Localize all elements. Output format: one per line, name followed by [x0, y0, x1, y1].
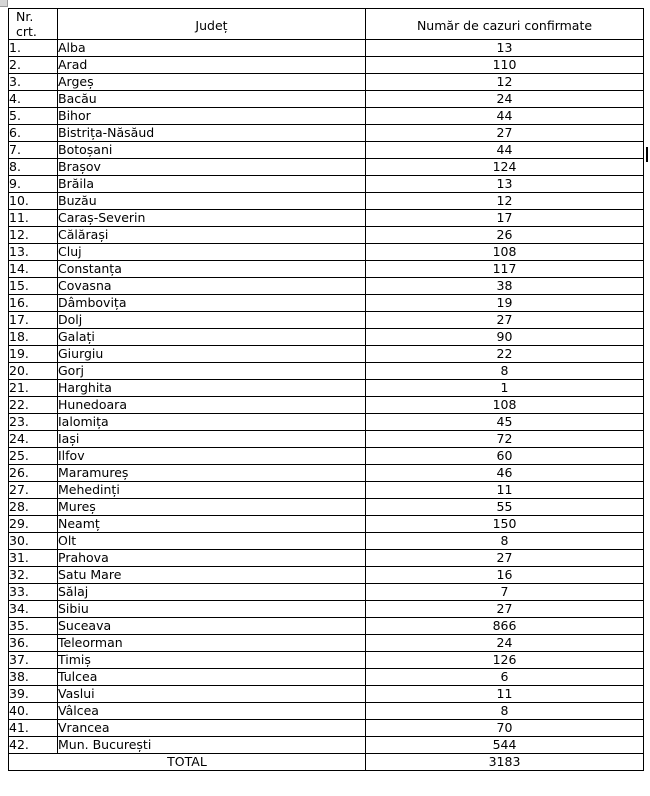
cell-judet: Brașov	[58, 159, 366, 176]
cell-numar-cazuri: 8	[366, 363, 644, 380]
total-label: TOTAL	[9, 754, 366, 771]
cell-nr-crt: 42.	[9, 737, 58, 754]
cell-nr-crt: 2.	[9, 57, 58, 74]
cell-judet: Gorj	[58, 363, 366, 380]
confirmed-cases-table	[8, 8, 644, 771]
cell-nr-crt: 11.	[9, 210, 58, 227]
table-row	[9, 635, 644, 652]
cell-judet: Caraș-Severin	[58, 210, 366, 227]
cell-judet: Dolj	[58, 312, 366, 329]
table-row	[9, 686, 644, 703]
cell-numar-cazuri: 27	[366, 550, 644, 567]
cell-judet: Covasna	[58, 278, 366, 295]
cell-numar-cazuri: 108	[366, 397, 644, 414]
cell-nr-crt: 8.	[9, 159, 58, 176]
table-row	[9, 176, 644, 193]
cell-numar-cazuri: 1	[366, 380, 644, 397]
cell-numar-cazuri: 72	[366, 431, 644, 448]
cell-nr-crt: 15.	[9, 278, 58, 295]
cell-judet: Arad	[58, 57, 366, 74]
cell-numar-cazuri: 24	[366, 91, 644, 108]
cell-numar-cazuri: 544	[366, 737, 644, 754]
table-row	[9, 312, 644, 329]
cell-numar-cazuri: 11	[366, 482, 644, 499]
page-edge-tick-marker	[646, 147, 648, 162]
cell-judet: Botoșani	[58, 142, 366, 159]
cell-nr-crt: 40.	[9, 703, 58, 720]
table-row	[9, 278, 644, 295]
table-row	[9, 380, 644, 397]
table-row	[9, 669, 644, 686]
cell-numar-cazuri: 6	[366, 669, 644, 686]
cell-nr-crt: 20.	[9, 363, 58, 380]
table-row	[9, 737, 644, 754]
table-row	[9, 295, 644, 312]
cell-judet: Satu Mare	[58, 567, 366, 584]
table-row	[9, 465, 644, 482]
cell-nr-crt: 16.	[9, 295, 58, 312]
table-row	[9, 142, 644, 159]
table-body	[9, 40, 644, 754]
cell-nr-crt: 38.	[9, 669, 58, 686]
cell-judet: Călărași	[58, 227, 366, 244]
cell-nr-crt: 29.	[9, 516, 58, 533]
table-row	[9, 91, 644, 108]
cell-judet: Vaslui	[58, 686, 366, 703]
cell-numar-cazuri: 38	[366, 278, 644, 295]
cell-judet: Neamț	[58, 516, 366, 533]
cell-judet: Buzău	[58, 193, 366, 210]
cell-nr-crt: 36.	[9, 635, 58, 652]
cell-numar-cazuri: 45	[366, 414, 644, 431]
cell-numar-cazuri: 866	[366, 618, 644, 635]
total-value: 3183	[366, 754, 644, 771]
cell-numar-cazuri: 24	[366, 635, 644, 652]
cell-nr-crt: 35.	[9, 618, 58, 635]
cell-judet: Sălaj	[58, 584, 366, 601]
table-row	[9, 703, 644, 720]
cell-judet: Suceava	[58, 618, 366, 635]
cell-judet: Vâlcea	[58, 703, 366, 720]
cell-judet: Bacău	[58, 91, 366, 108]
cell-judet: Mehedinți	[58, 482, 366, 499]
table-row	[9, 363, 644, 380]
cell-nr-crt: 10.	[9, 193, 58, 210]
table-row	[9, 431, 644, 448]
cell-nr-crt: 3.	[9, 74, 58, 91]
table-row	[9, 329, 644, 346]
cell-judet: Mun. București	[58, 737, 366, 754]
table-row	[9, 720, 644, 737]
cell-nr-crt: 7.	[9, 142, 58, 159]
cell-numar-cazuri: 46	[366, 465, 644, 482]
table-row	[9, 227, 644, 244]
table-row	[9, 397, 644, 414]
cell-nr-crt: 41.	[9, 720, 58, 737]
column-header-nr-line1: Nr.	[16, 9, 34, 24]
cell-judet: Dâmbovița	[58, 295, 366, 312]
table-row	[9, 618, 644, 635]
total-row	[9, 754, 644, 771]
cell-nr-crt: 12.	[9, 227, 58, 244]
cell-numar-cazuri: 17	[366, 210, 644, 227]
cell-numar-cazuri: 13	[366, 176, 644, 193]
cell-judet: Mureș	[58, 499, 366, 516]
cell-nr-crt: 32.	[9, 567, 58, 584]
cell-nr-crt: 13.	[9, 244, 58, 261]
cell-numar-cazuri: 150	[366, 516, 644, 533]
table-row	[9, 516, 644, 533]
cell-nr-crt: 31.	[9, 550, 58, 567]
cell-nr-crt: 30.	[9, 533, 58, 550]
cell-judet: Hunedoara	[58, 397, 366, 414]
cell-judet: Timiș	[58, 652, 366, 669]
table-row	[9, 346, 644, 363]
cell-nr-crt: 26.	[9, 465, 58, 482]
cases-table-container	[8, 8, 643, 771]
cell-numar-cazuri: 44	[366, 108, 644, 125]
table-footer	[9, 754, 644, 771]
cell-numar-cazuri: 90	[366, 329, 644, 346]
cell-nr-crt: 34.	[9, 601, 58, 618]
cell-judet: Bistrița-Năsăud	[58, 125, 366, 142]
cell-numar-cazuri: 13	[366, 40, 644, 57]
cell-numar-cazuri: 27	[366, 601, 644, 618]
cell-judet: Teleorman	[58, 635, 366, 652]
cell-nr-crt: 21.	[9, 380, 58, 397]
cell-nr-crt: 37.	[9, 652, 58, 669]
cell-numar-cazuri: 26	[366, 227, 644, 244]
cell-judet: Giurgiu	[58, 346, 366, 363]
cell-nr-crt: 27.	[9, 482, 58, 499]
cell-judet: Harghita	[58, 380, 366, 397]
cell-nr-crt: 23.	[9, 414, 58, 431]
column-header-nr-line2: crt.	[16, 24, 37, 39]
cell-numar-cazuri: 117	[366, 261, 644, 278]
column-header-numar-cazuri: Număr de cazuri confirmate	[366, 9, 644, 40]
cell-numar-cazuri: 12	[366, 74, 644, 91]
column-header-nr-crt	[9, 9, 58, 40]
cell-judet: Bihor	[58, 108, 366, 125]
cell-nr-crt: 39.	[9, 686, 58, 703]
table-row	[9, 499, 644, 516]
table-row	[9, 482, 644, 499]
cell-nr-crt: 4.	[9, 91, 58, 108]
table-row	[9, 584, 644, 601]
cell-judet: Cluj	[58, 244, 366, 261]
cell-judet: Prahova	[58, 550, 366, 567]
table-row	[9, 74, 644, 91]
table-row	[9, 567, 644, 584]
cell-nr-crt: 33.	[9, 584, 58, 601]
cell-nr-crt: 18.	[9, 329, 58, 346]
cell-numar-cazuri: 11	[366, 686, 644, 703]
cell-numar-cazuri: 108	[366, 244, 644, 261]
cell-nr-crt: 14.	[9, 261, 58, 278]
table-row	[9, 448, 644, 465]
cell-numar-cazuri: 8	[366, 533, 644, 550]
table-row	[9, 108, 644, 125]
cell-judet: Maramureș	[58, 465, 366, 482]
header-row	[9, 9, 644, 40]
table-row	[9, 40, 644, 57]
table-row	[9, 550, 644, 567]
cell-nr-crt: 28.	[9, 499, 58, 516]
cell-numar-cazuri: 126	[366, 652, 644, 669]
table-row	[9, 601, 644, 618]
table-row	[9, 193, 644, 210]
cell-numar-cazuri: 44	[366, 142, 644, 159]
cell-nr-crt: 19.	[9, 346, 58, 363]
table-row	[9, 57, 644, 74]
cell-judet: Olt	[58, 533, 366, 550]
table-row	[9, 533, 644, 550]
cell-nr-crt: 1.	[9, 40, 58, 57]
cell-numar-cazuri: 110	[366, 57, 644, 74]
cell-judet: Brăila	[58, 176, 366, 193]
cell-numar-cazuri: 27	[366, 312, 644, 329]
document-corner-artifact	[0, 0, 8, 7]
cell-nr-crt: 24.	[9, 431, 58, 448]
table-row	[9, 125, 644, 142]
cell-judet: Vrancea	[58, 720, 366, 737]
cell-nr-crt: 17.	[9, 312, 58, 329]
cell-nr-crt: 5.	[9, 108, 58, 125]
cell-numar-cazuri: 70	[366, 720, 644, 737]
table-header	[9, 9, 644, 40]
cell-nr-crt: 6.	[9, 125, 58, 142]
cell-judet: Galați	[58, 329, 366, 346]
cell-numar-cazuri: 55	[366, 499, 644, 516]
table-row	[9, 414, 644, 431]
table-row	[9, 261, 644, 278]
cell-judet: Constanța	[58, 261, 366, 278]
table-row	[9, 159, 644, 176]
cell-numar-cazuri: 124	[366, 159, 644, 176]
table-row	[9, 244, 644, 261]
cell-judet: Argeș	[58, 74, 366, 91]
table-row	[9, 210, 644, 227]
cell-judet: Iași	[58, 431, 366, 448]
table-row	[9, 652, 644, 669]
cell-numar-cazuri: 27	[366, 125, 644, 142]
cell-numar-cazuri: 19	[366, 295, 644, 312]
cell-numar-cazuri: 16	[366, 567, 644, 584]
cell-judet: Ialomița	[58, 414, 366, 431]
cell-judet: Alba	[58, 40, 366, 57]
cell-nr-crt: 25.	[9, 448, 58, 465]
cell-nr-crt: 9.	[9, 176, 58, 193]
cell-numar-cazuri: 8	[366, 703, 644, 720]
cell-numar-cazuri: 22	[366, 346, 644, 363]
cell-numar-cazuri: 12	[366, 193, 644, 210]
cell-numar-cazuri: 7	[366, 584, 644, 601]
cell-nr-crt: 22.	[9, 397, 58, 414]
cell-judet: Tulcea	[58, 669, 366, 686]
cell-judet: Ilfov	[58, 448, 366, 465]
cell-numar-cazuri: 60	[366, 448, 644, 465]
cell-judet: Sibiu	[58, 601, 366, 618]
column-header-judet: Județ	[58, 9, 366, 40]
